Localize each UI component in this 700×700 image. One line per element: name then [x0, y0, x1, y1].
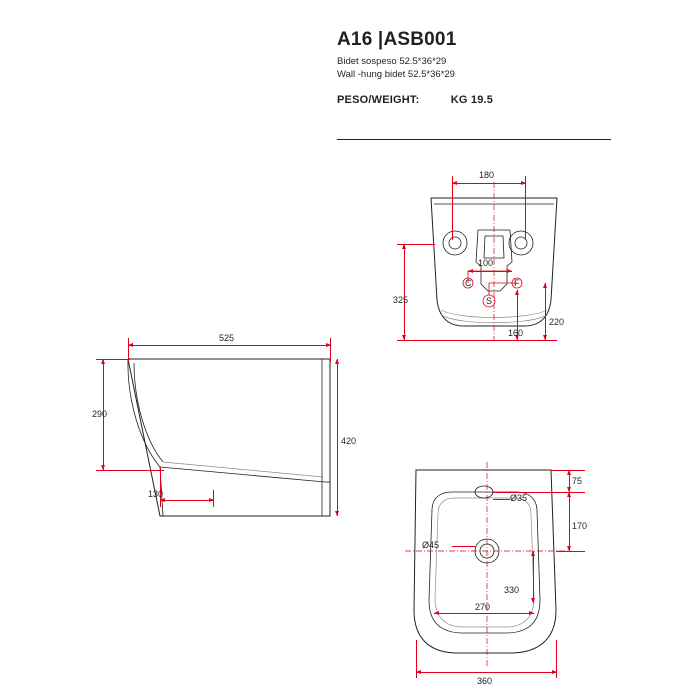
weight-value: KG 19.5 [450, 94, 494, 106]
top-dim-d45-text: Ø45 [422, 540, 440, 550]
top-dim-360-text: 360 [477, 676, 493, 686]
top-dim-360-arrow-right [552, 670, 557, 674]
top-dim-330-arrow-up [531, 551, 535, 556]
weight-label: PESO/WEIGHT: [337, 94, 420, 106]
top-leader-d45 [452, 546, 476, 547]
side-dim-420-text: 420 [341, 436, 357, 446]
side-dim-130-text: 130 [148, 489, 164, 499]
top-dim-330-arrow-down [531, 598, 535, 603]
top-dim-75-arrow-up [567, 470, 571, 475]
front-dim-160-text: 160 [508, 328, 524, 338]
top-dim-75-text: 75 [572, 476, 583, 486]
top-dim-170-arrow-down [567, 546, 571, 551]
top-dim-270-arrow-left [434, 611, 439, 615]
front-dim-180-text: 180 [479, 170, 495, 180]
top-ext-492 [493, 492, 585, 493]
subtitle-english: Wall -hung bidet 52.5*36*29 [337, 69, 455, 80]
callout-c-label: C [465, 278, 472, 288]
side-dim-290-text: 290 [92, 409, 108, 419]
front-dim-220-text: 220 [549, 317, 565, 327]
top-ext-551 [556, 551, 585, 552]
top-dim-330-text: 330 [504, 585, 520, 595]
front-dim-325-text: 325 [393, 295, 409, 305]
callout-f-label: F [514, 278, 520, 288]
top-dim-170-text: 170 [572, 521, 588, 531]
top-dim-270-text: 270 [475, 602, 491, 612]
page-title: A16 |ASB001 [337, 29, 457, 50]
top-dim-330-line [533, 551, 534, 603]
front-dim-100-text: 100 [478, 258, 494, 268]
top-dim-170-arrow-up [567, 492, 571, 497]
top-dim-170-line [569, 492, 570, 551]
side-dim-525-text: 525 [219, 333, 235, 343]
callout-s-label: S [486, 296, 493, 306]
top-leader-d35 [493, 499, 510, 500]
top-dim-360-line [416, 672, 557, 673]
top-dim-270-line [434, 613, 534, 614]
top-dim-d35-text: Ø35 [510, 493, 528, 503]
top-dim-360-arrow-left [416, 670, 421, 674]
subtitle-italian: Bidet sospeso 52.5*36*29 [337, 56, 447, 67]
top-dim-270-arrow-right [529, 611, 534, 615]
